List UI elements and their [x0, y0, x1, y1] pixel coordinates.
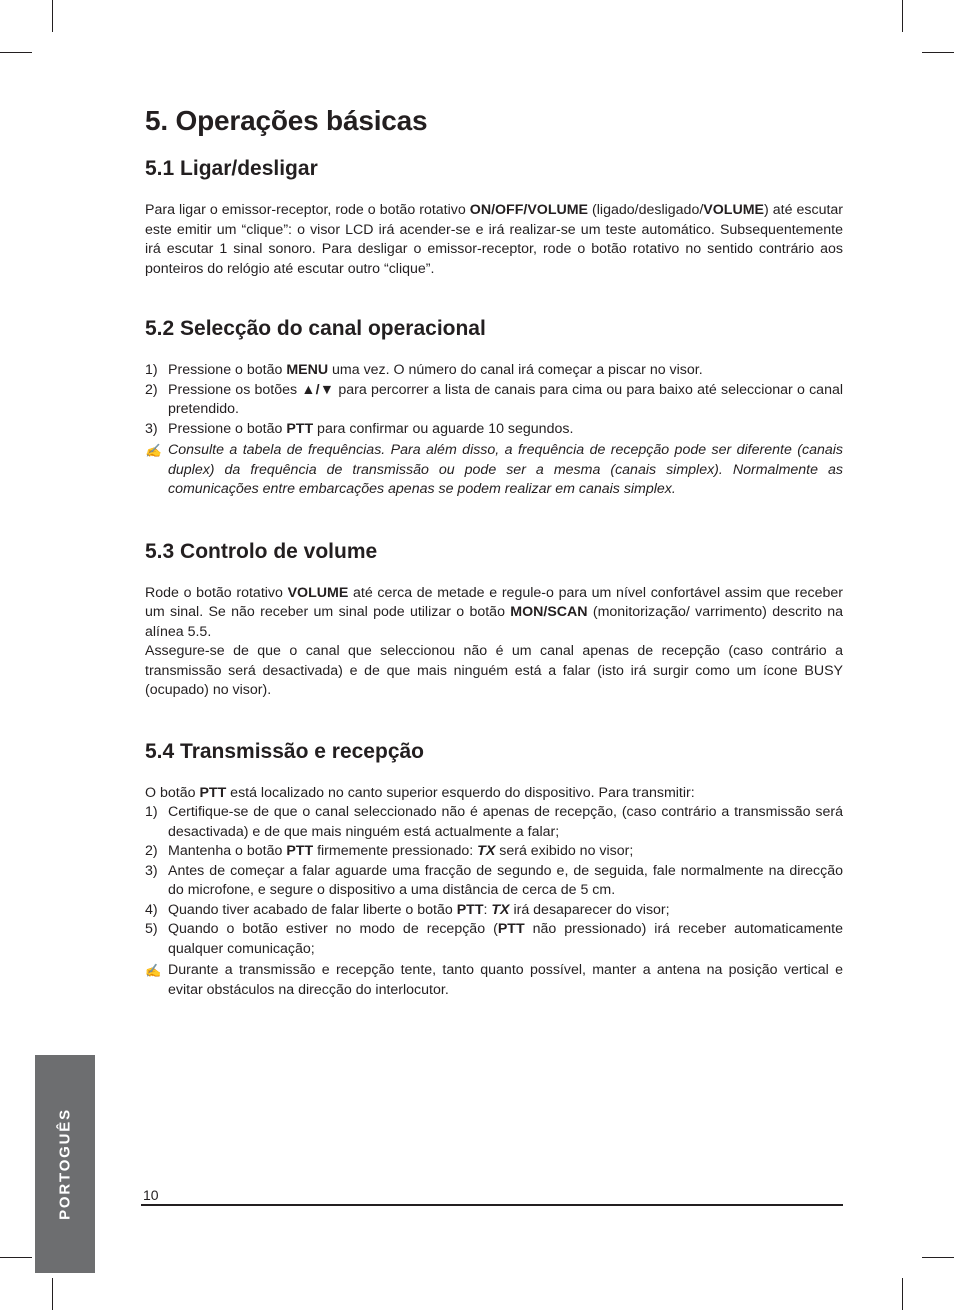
item-number: 3)	[145, 862, 158, 879]
text-run: Pressione os botões	[168, 381, 302, 398]
bold-term: PTT	[199, 784, 227, 801]
section-heading-5-2: 5.2 Selecção do canal operacional	[145, 317, 486, 340]
note-frequencies	[145, 441, 843, 500]
section-heading-5-4: 5.4 Transmissão e recepção	[145, 739, 424, 763]
crop-mark	[52, 0, 53, 32]
arrow-keys-icon: ▲/▼	[301, 381, 335, 398]
bold-term: PTT	[497, 921, 525, 937]
text-run: Pressione o botão	[168, 362, 287, 378]
text-run: Para ligar o emissor-receptor, rode o botão rotativo	[145, 202, 470, 218]
list-item	[145, 862, 843, 901]
list-item	[145, 901, 843, 921]
text-run: uma vez. O número do canal irá começar a piscar no visor.	[328, 362, 703, 378]
page-number: 10	[143, 1187, 159, 1203]
list-item	[145, 803, 843, 842]
text-run: Rode o botão rotativo	[145, 584, 288, 601]
bold-term: ON/OFF/VOLUME	[469, 202, 589, 218]
note-antenna	[145, 961, 843, 1000]
section-heading-5-1: 5.1 Ligar/desligar	[145, 157, 318, 180]
crop-mark	[922, 1257, 954, 1258]
text-run: para percorrer a lista de canais para cima ou para baixo até seleccionar o canal pretendido.	[168, 381, 844, 417]
bold-term: PTT	[286, 420, 314, 437]
text-run: Pressione o botão	[168, 420, 287, 437]
text-run: (ligado/desligado/	[588, 202, 704, 218]
text-run: :	[483, 901, 492, 918]
text-run: está localizado no canto superior esquerdo do dispositivo. Para transmitir:	[226, 784, 695, 801]
bold-term: MENU	[286, 362, 329, 378]
text-run: será exibido no visor;	[495, 843, 634, 859]
list-item	[145, 420, 843, 440]
language-tab-label: PORTOGUÊS	[56, 1108, 74, 1220]
bold-term: PTT	[286, 843, 314, 859]
tx-indicator: TX	[491, 901, 510, 918]
note-text: Durante a transmissão e recepção tente, tanto quanto possível, manter a antena na posição vertical e evitar obstáculos na direcção do interlocutor.	[168, 962, 843, 998]
item-number: 2)	[145, 381, 158, 398]
text-run: Antes de começar a falar aguarde uma fracção de segundo e, de seguida, fale normalmente na direcção do microfone, e segure o dispositivo a uma distância de cerca de 5 cm.	[168, 862, 843, 898]
text-run: para confirmar ou aguarde 10 segundos.	[313, 420, 574, 437]
text-run: Quando o botão estiver no modo de recepção (	[168, 921, 498, 937]
list-item	[145, 361, 843, 381]
text-run: (monitorização/ varrimento) descrito na alínea 5.5.	[145, 604, 843, 640]
paragraph-ptt-intro	[145, 784, 843, 804]
pen-note-icon: ✍	[145, 443, 162, 458]
section-heading-5-3: 5.3 Controlo de volume	[145, 539, 378, 563]
bold-term: VOLUME	[287, 584, 349, 601]
text-run: irá desaparecer do visor;	[509, 901, 670, 918]
bold-term: MON/SCAN	[510, 604, 588, 620]
text-run: O botão	[145, 784, 200, 801]
item-number: 2)	[145, 843, 158, 859]
text-run: Quando tiver acabado de falar liberte o botão	[168, 901, 457, 918]
item-number: 1)	[145, 362, 158, 378]
paragraph-power	[145, 201, 843, 279]
pen-note-icon: ✍	[145, 963, 162, 978]
text-run: ) até escutar este emitir um “clique”: o visor LCD irá acender-se e irá realizar-se um teste automático. Subsequentemente irá escutar 1 sinal sonoro. Para desligar o emissor-receptor, rode o botão rotativo no sentido contrário aos ponteiros do relógio até escutar outro “clique”.	[145, 202, 844, 277]
page-content	[145, 100, 843, 1000]
text-run: até cerca de metade e regule-o para um nível confortável assim que receber um sinal. Se não receber um sinal pode utilizar o botão	[145, 584, 843, 620]
note-text: Consulte a tabela de frequências. Para além disso, a frequência de recepção pode ser diferente (canais duplex) da frequência de transmissão ou pode ser a mesma (canais simplex). Normalmente as comunicações entre embarcações apenas se podem realizar em canais simplex.	[168, 442, 843, 497]
item-number: 4)	[145, 901, 158, 918]
text-run: Mantenha o botão	[168, 843, 287, 859]
list-item	[145, 842, 843, 862]
list-item	[145, 381, 843, 420]
paragraph-volume	[145, 584, 843, 643]
item-number: 1)	[145, 804, 158, 820]
crop-mark	[52, 1278, 53, 1310]
footer-divider	[141, 1204, 843, 1206]
page-title: 5. Operações básicas	[145, 105, 428, 136]
crop-mark	[0, 1257, 32, 1258]
crop-mark	[902, 1278, 903, 1310]
paragraph-busy: Assegure-se de que o canal que seleccionou não é um canal apenas de recepção (caso contrário a transmissão será desactivada) e de que mais ninguém está a falar (isto irá surgir como um ícone BUSY (ocupado) no visor).	[145, 643, 843, 698]
list-item	[145, 920, 843, 959]
tx-indicator: TX	[477, 843, 496, 859]
item-number: 5)	[145, 921, 158, 937]
bold-term: VOLUME	[703, 202, 764, 218]
bold-term: PTT	[456, 901, 484, 918]
crop-mark	[902, 0, 903, 32]
steps-list	[145, 361, 843, 439]
transmit-steps-list	[145, 803, 843, 959]
item-number: 3)	[145, 420, 158, 437]
text-run: Certifique-se de que o canal seleccionado não é apenas de recepção, (caso contrário a transmissão será desactivada) e de que mais ninguém está actualmente a falar;	[168, 804, 843, 840]
language-tab	[35, 1055, 95, 1273]
crop-mark	[922, 52, 954, 53]
text-run: não pressionado) irá receber automaticamente qualquer comunicação;	[168, 921, 844, 957]
text-run: firmemente pressionado:	[313, 843, 478, 859]
crop-mark	[0, 52, 32, 53]
